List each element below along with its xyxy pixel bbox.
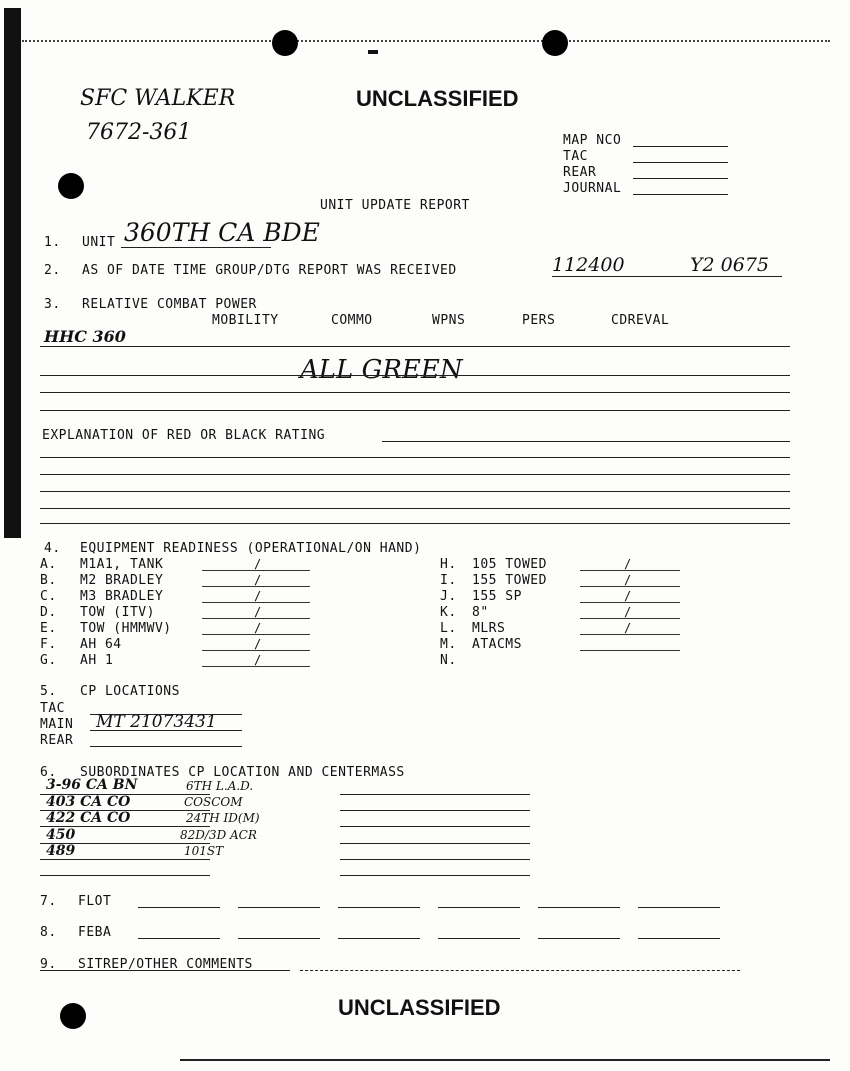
sub-parent-5: 101ST xyxy=(184,844,224,858)
equip-m2: M2 BRADLEY xyxy=(80,573,164,588)
equip-tow-itv: TOW (ITV) xyxy=(80,605,155,620)
combat-power-label: RELATIVE COMBAT POWER xyxy=(82,297,257,312)
feba-label: FEBA xyxy=(78,925,112,940)
equip-ah64: AH 64 xyxy=(80,637,122,652)
unit-label: UNIT xyxy=(82,235,116,250)
routing-tac: TAC xyxy=(563,149,588,164)
explanation-label: EXPLANATION OF RED OR BLACK RATING xyxy=(42,428,326,443)
bottom-edge-line xyxy=(180,1059,830,1061)
sub-parent-2: COSCOM xyxy=(184,795,243,809)
sub-unit-1: 3-96 CA BN xyxy=(46,777,138,793)
equip-mlrs: MLRS xyxy=(472,621,506,636)
report-title: UNIT UPDATE REPORT xyxy=(320,198,470,213)
punch-hole-top-left xyxy=(272,30,298,56)
classification-top: UNCLASSIFIED xyxy=(356,86,519,111)
punch-hole-left xyxy=(58,173,84,199)
col-cdreval: CDREVAL xyxy=(611,313,670,328)
cp-tac-label: TAC xyxy=(40,701,65,716)
equip-m3: M3 BRADLEY xyxy=(80,589,164,604)
sub-parent-3: 24TH ID(M) xyxy=(186,811,260,825)
flot-label: FLOT xyxy=(78,894,112,909)
sub-parent-1: 6TH L.A.D. xyxy=(186,779,254,793)
equip-atacms: ATACMS xyxy=(472,637,522,652)
col-mobility: MOBILITY xyxy=(212,313,279,328)
punch-hole-top-right xyxy=(542,30,568,56)
equip-tow-hmmwv: TOW (HMMWV) xyxy=(80,621,172,636)
col-pers: PERS xyxy=(522,313,556,328)
sub-parent-4: 82D/3D ACR xyxy=(180,828,257,842)
document-page: SFC WALKER 7672-361 UNCLASSIFIED MAP NCO TAC REAR JOURNAL UNIT UPDATE REPORT 1. UNIT 360TH CA BDE 2. AS OF DATE TIME GROUP/DTG REPORT WAS RECEIVED 112400 Y2 0675 3. RELATIVE COMBAT POWER MOBILITY COMMO WPNS PERS CDREVAL HHC 360 ALL GREEN EXPLANATION OF RED OR BLACK RATING 4. EQUIPMENT READINESS (OPERATIONAL/ON HAND) A. M1A1, TANK B. M2 BRADLEY C. M3 BRADLEY D. TOW (ITV) E. TOW (HMMWV) F. AH 64 G. AH 1 / / / / / / / H. 105 TOWED I. 155 TOWED J. 155 SP K. 8" L. MLRS M. ATACMS N. / / / / / 5. CP LOCATIONS TAC MAIN MT 21073431 REAR 6. SUBORDINATES CP LOCATION AND CENTERMASS 3-96 CA BN 6TH L.A.D. 403 CA CO COSCOM 422 CA CO 24TH ID(M) 450 82D/3D ACR 489 101ST 7. FLOT 8. FEBA 9. SITREP/OTHER COMMENTS UNCLASSIFIED xyxy=(0,0,850,1071)
sub-unit-4: 450 xyxy=(46,827,76,843)
handwritten-name: SFC WALKER xyxy=(80,86,236,111)
cp-locations-label: CP LOCATIONS xyxy=(80,684,180,699)
equip-8-inch: 8" xyxy=(472,605,489,620)
col-commo: COMMO xyxy=(331,313,373,328)
cp-main-label: MAIN xyxy=(40,717,74,732)
equip-155-towed: 155 TOWED xyxy=(472,573,547,588)
scan-mark xyxy=(368,50,378,54)
handwritten-number: 7672-361 xyxy=(86,120,192,145)
classification-bottom: UNCLASSIFIED xyxy=(338,995,501,1020)
cp-rear-label: REAR xyxy=(40,733,74,748)
routing-rear: REAR xyxy=(563,165,597,180)
routing-journal: JOURNAL xyxy=(563,181,622,196)
hhc-unit: HHC 360 xyxy=(44,327,126,346)
sub-unit-3: 422 CA CO xyxy=(46,810,131,826)
equip-155-sp: 155 SP xyxy=(472,589,522,604)
subordinates-label: SUBORDINATES CP LOCATION AND CENTERMASS xyxy=(80,765,405,780)
equip-ah1: AH 1 xyxy=(80,653,114,668)
scan-edge-bar xyxy=(4,8,21,538)
dtg-label: AS OF DATE TIME GROUP/DTG REPORT WAS RECEIVED xyxy=(82,263,457,278)
unit-value: 360TH CA BDE xyxy=(124,218,320,247)
equip-m1a1: M1A1, TANK xyxy=(80,557,164,572)
punch-hole-bottom-left xyxy=(60,1003,86,1029)
sitrep-label: SITREP/OTHER COMMENTS xyxy=(78,957,253,972)
equip-105-towed: 105 TOWED xyxy=(472,557,547,572)
cp-main-value: MT 21073431 xyxy=(96,712,217,732)
top-perforation-line xyxy=(22,40,830,42)
dtg-value-2: Y2 0675 xyxy=(690,254,770,276)
equipment-readiness-label: EQUIPMENT READINESS (OPERATIONAL/ON HAND) xyxy=(80,541,422,556)
sub-unit-2: 403 CA CO xyxy=(46,794,131,810)
col-wpns: WPNS xyxy=(432,313,466,328)
routing-map-nco: MAP NCO xyxy=(563,133,622,148)
dtg-value-1: 112400 xyxy=(552,254,625,276)
sub-unit-5: 489 xyxy=(46,843,76,859)
all-green-status: ALL GREEN xyxy=(300,355,463,385)
